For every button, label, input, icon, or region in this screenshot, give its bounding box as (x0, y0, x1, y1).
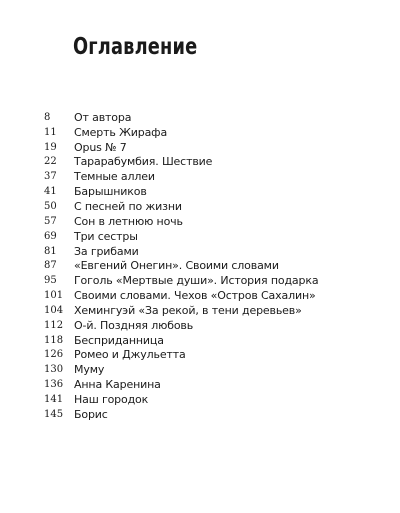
toc-page-number: 126 (44, 349, 64, 361)
toc-entry-title: Наш городок (74, 392, 149, 406)
toc-page-number: 50 (44, 200, 57, 212)
toc-entry-title: Анна Каренина (74, 378, 161, 392)
toc-page-number: 19 (44, 141, 57, 153)
toc-page-number: 141 (44, 393, 64, 405)
toc-row (44, 169, 318, 184)
toc-row (44, 288, 318, 303)
toc-page-number: 8 (44, 111, 51, 123)
toc-page-number: 37 (44, 171, 57, 183)
toc-page-number: 69 (44, 230, 57, 242)
toc-page-number: 112 (44, 319, 64, 331)
toc-entry-title: Темные аллеи (74, 170, 155, 184)
toc-entry-title: Гоголь «Мертвые души». История подарка (74, 274, 319, 288)
toc-page-number: 87 (44, 260, 57, 272)
toc-page-number: 130 (44, 364, 64, 376)
toc-page-number: 145 (44, 408, 64, 420)
toc-row (44, 407, 318, 422)
page-title: Оглавление (73, 34, 198, 60)
toc-entry-title: С песней по жизни (74, 199, 182, 213)
toc-entry-title: Сон в летнюю ночь (74, 214, 183, 228)
toc-entry-title: Своими словами. Чехов «Остров Сахалин» (74, 289, 316, 303)
toc-row (44, 214, 318, 229)
toc-row (44, 348, 318, 363)
toc-page-number: 104 (44, 304, 64, 316)
toc-row (44, 303, 318, 318)
toc-row (44, 199, 318, 214)
toc-entry-title: «Евгений Онегин». Своими словами (74, 259, 279, 273)
toc-page-number: 57 (44, 215, 57, 227)
toc-row (44, 110, 318, 125)
toc-page-number: 118 (44, 334, 64, 346)
toc-page-number: 11 (44, 126, 57, 138)
toc-entry-title: О-й. Поздняя любовь (74, 318, 194, 332)
toc-entry-title: От автора (74, 110, 132, 124)
toc-entry-title: Смерть Жирафа (74, 125, 168, 139)
toc-entry-title: Ромео и Джульетта (74, 348, 186, 362)
toc-row (44, 184, 318, 199)
toc-entry-title: Opus № 7 (74, 140, 127, 154)
toc-row (44, 377, 318, 392)
toc-entry-title: Тарарабумбия. Шествие (74, 155, 213, 169)
toc-entry-title: Борис (74, 407, 108, 421)
toc-row (44, 362, 318, 377)
toc-page-number: 81 (44, 245, 57, 257)
toc-entry-title: Бесприданница (74, 333, 164, 347)
toc-row (44, 318, 318, 333)
toc-page-number: 95 (44, 275, 57, 287)
toc-row (44, 258, 318, 273)
toc-row (44, 229, 318, 244)
toc-row (44, 125, 318, 140)
table-of-contents (44, 110, 318, 422)
toc-entry-title: За грибами (74, 244, 139, 258)
toc-row (44, 140, 318, 155)
toc-row (44, 273, 318, 288)
toc-page-number: 22 (44, 156, 57, 168)
toc-page-number: 101 (44, 290, 64, 302)
toc-page-number: 136 (44, 379, 64, 391)
toc-entry-title: Барышников (74, 185, 147, 199)
toc-row (44, 392, 318, 407)
toc-row (44, 244, 318, 259)
toc-entry-title: Муму (74, 363, 105, 377)
toc-page-number: 41 (44, 186, 57, 198)
toc-row (44, 155, 318, 170)
toc-row (44, 333, 318, 348)
toc-entry-title: Хемингуэй «За рекой, в тени деревьев» (74, 303, 302, 317)
toc-entry-title: Три сестры (74, 229, 138, 243)
